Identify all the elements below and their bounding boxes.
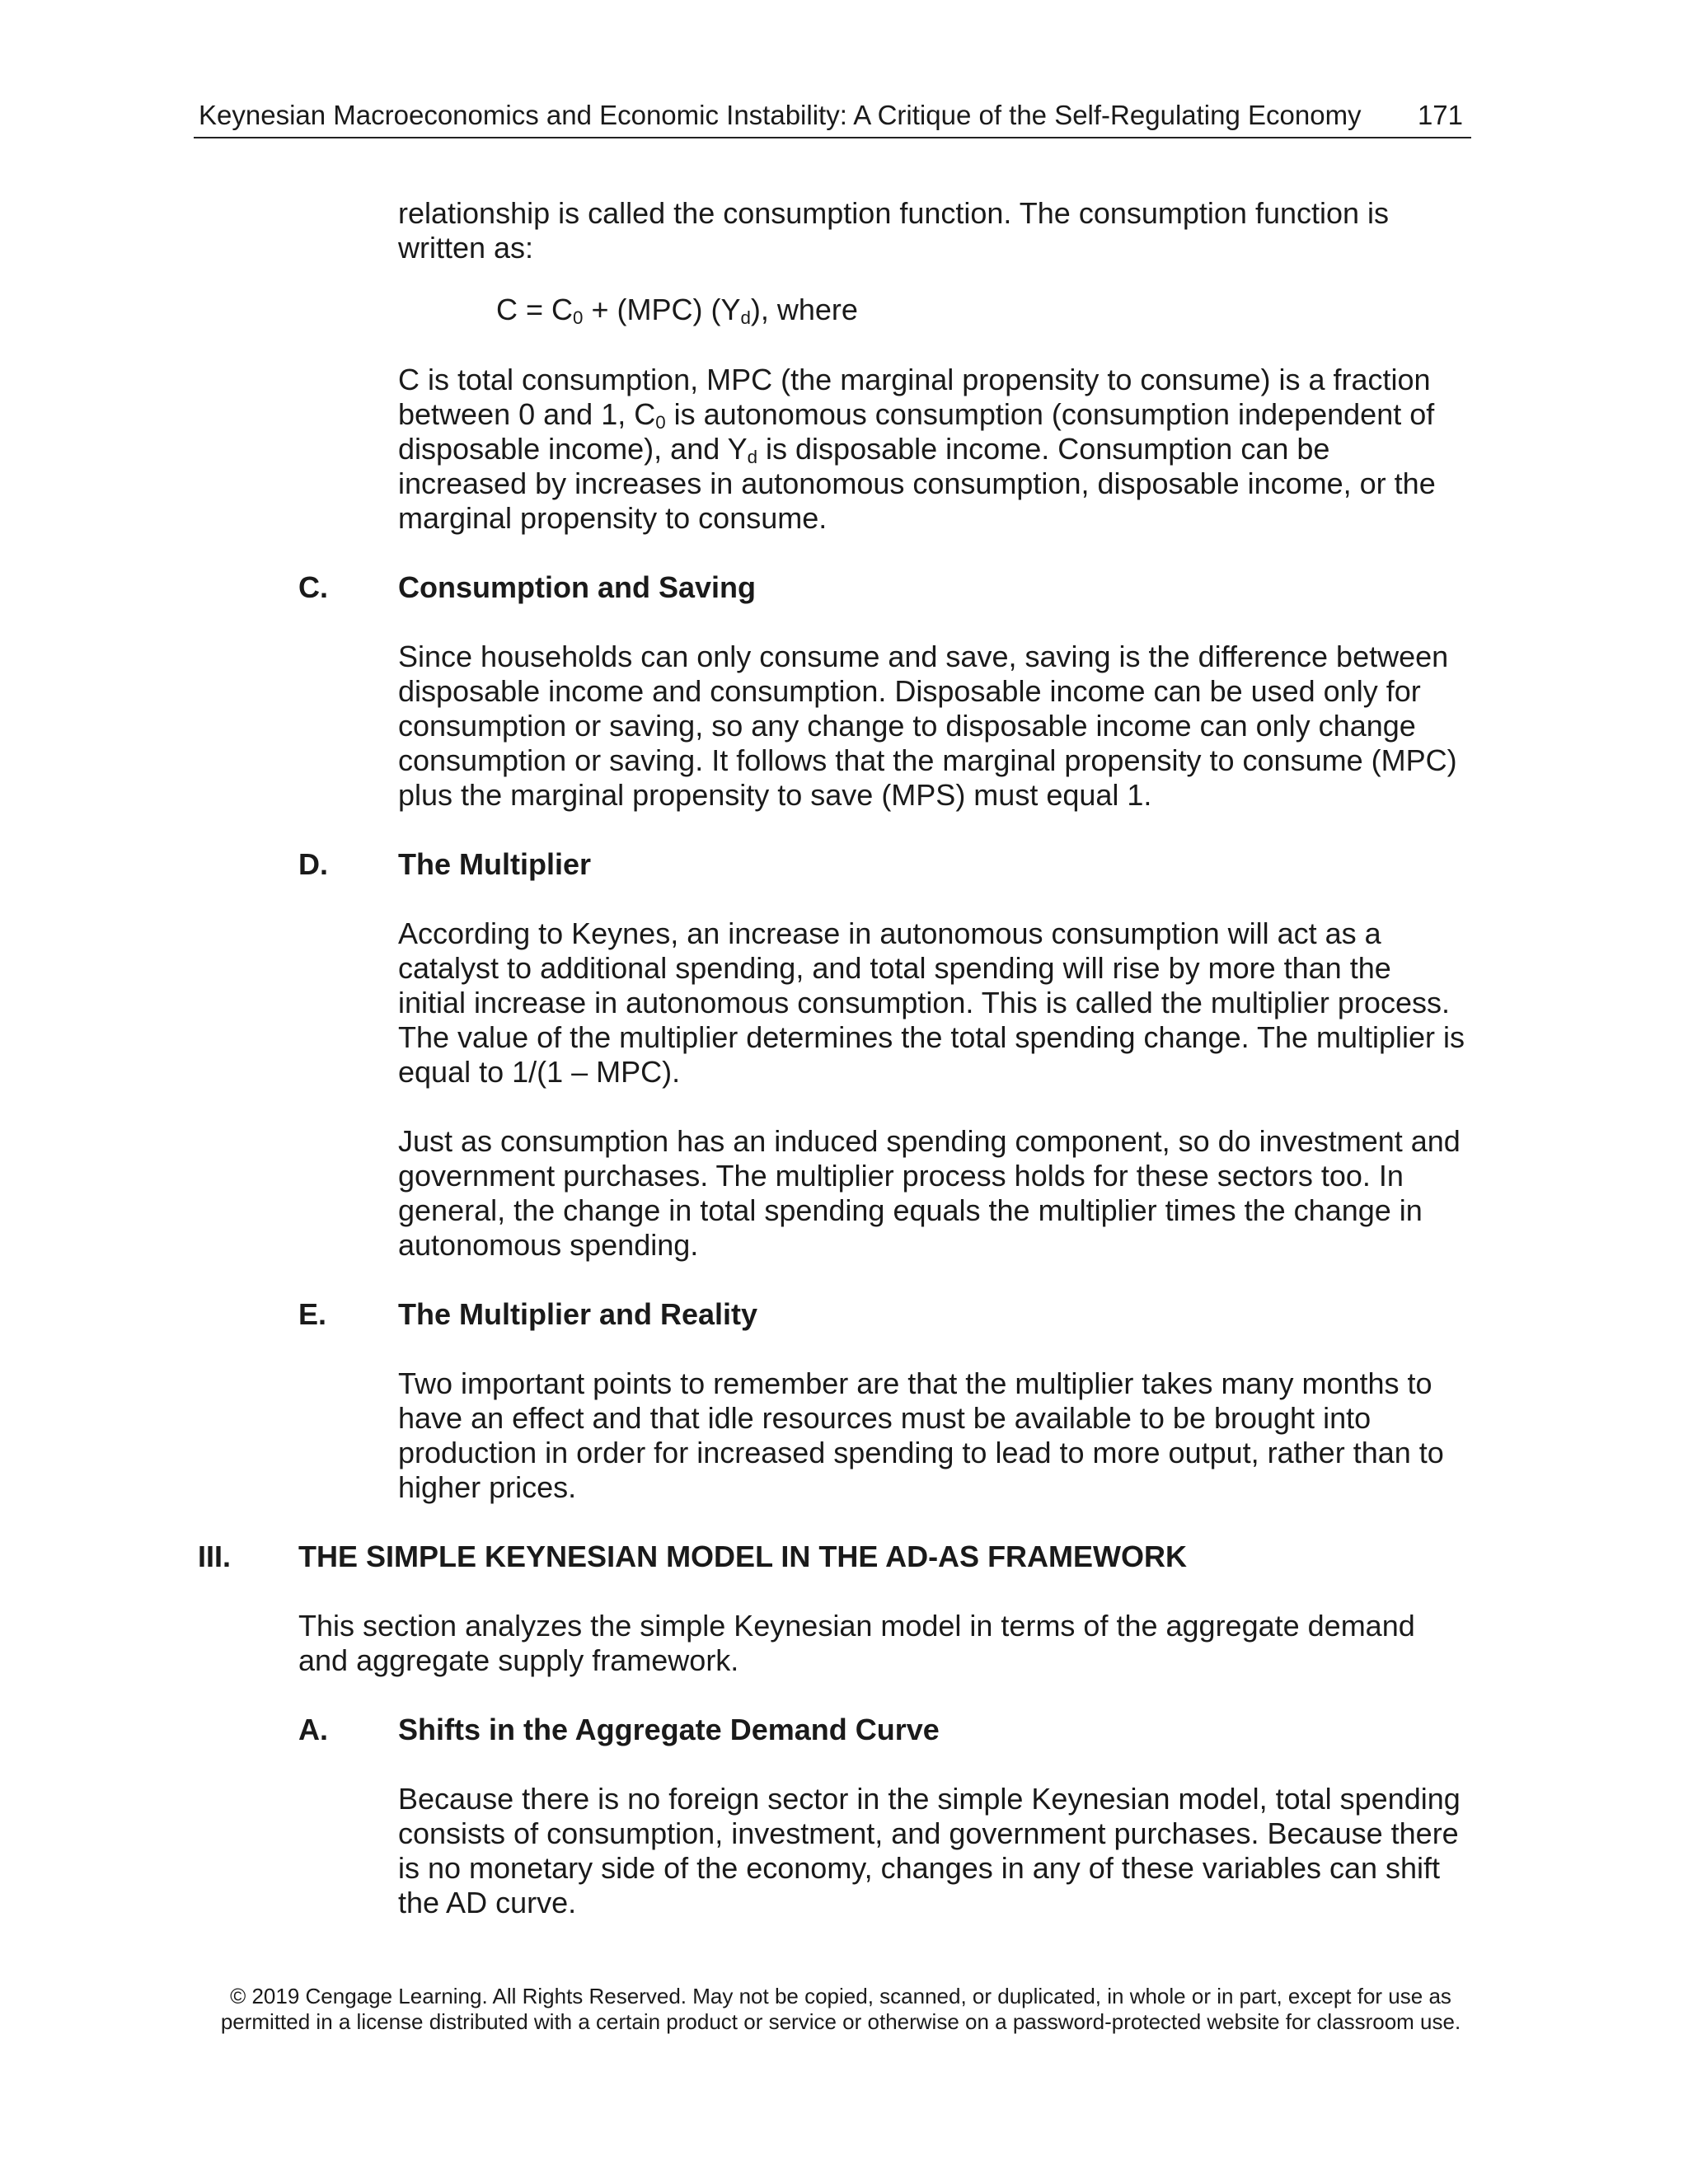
- section-a-title: Shifts in the Aggregate Demand Curve: [398, 1713, 940, 1746]
- section-e-paragraph: Two important points to remember are that the multiplier takes many months to have an effect and that idle resources must be available to be brought into production in order for increased spending to lead to more output, rather than to higher prices.: [398, 1366, 1444, 1504]
- section-c-letter: C.: [298, 570, 328, 604]
- consumption-equation: [496, 293, 1238, 327]
- definition-part-3: is disposable income. Consumption can be increased by increases in autonomous consumption, disposable income, or the marginal propensity to consume.: [398, 432, 1436, 535]
- section-a-paragraph: Because there is no foreign sector in the simple Keynesian model, total spending consists of consumption, investment, and government purchases. Because there is no monetary side of the economy, changes in any of these variables can shift the AD curve.: [398, 1782, 1461, 1919]
- section-d-letter: D.: [298, 847, 328, 881]
- equation-mid: + (MPC) (Y: [583, 293, 741, 326]
- definition-subscript-2: d: [747, 446, 758, 467]
- equation-c: C = C: [496, 293, 574, 326]
- section-iii-numeral: III.: [198, 1540, 232, 1573]
- equation-tail: ), where: [750, 293, 858, 326]
- section-a-letter: A.: [298, 1713, 328, 1746]
- intro-paragraph: relationship is called the consumption function. The consumption function is written as:: [398, 196, 1390, 265]
- page-number: 171: [1417, 100, 1463, 130]
- definition-part-1: C is total consumption, MPC (the marginal propensity to consume) is a fraction between 0 and 1, C: [398, 363, 1431, 431]
- copyright-footer: © 2019 Cengage Learning. All Rights Reserved. May not be copied, scanned, or duplicated, in whole or in part, except for use as permitted in a license distributed with a certain product or service or otherwise on a password-protected website for classroom use.: [220, 1984, 1461, 2034]
- definition-part-2: is autonomous consumption (consumption independent of disposable income), and Y: [398, 397, 1435, 466]
- running-header: [194, 97, 1471, 138]
- equation-y-subscript: d: [740, 307, 751, 328]
- section-c-title: Consumption and Saving: [398, 570, 757, 604]
- section-d-paragraph-1: According to Keynes, an increase in autonomous consumption will act as a catalyst to additional spending, and total spending will rise by more than the initial increase in autonomous consumption. This is called the multiplier process. The value of the multiplier determines the total spending change. The multiplier is equal to 1/(1 – MPC).: [398, 916, 1465, 1089]
- section-d-paragraph-2: Just as consumption has an induced spending component, so do investment and government purchases. The multiplier process holds for these sectors too. In general, the change in total spending equals the multiplier times the change in autonomous spending.: [398, 1124, 1461, 1262]
- definition-subscript-1: 0: [655, 411, 666, 433]
- section-e-title: The Multiplier and Reality: [398, 1297, 758, 1331]
- definition-paragraph: [398, 363, 1494, 536]
- section-iii-paragraph: This section analyzes the simple Keynesian model in terms of the aggregate demand and aggregate supply framework.: [298, 1609, 1415, 1677]
- section-c-paragraph: Since households can only consume and save, saving is the difference between disposable income and consumption. Disposable income can be used only for consumption or saving, so any change to disposable income can only change consumption or saving. It follows that the marginal propensity to consume (MPC) plus the marginal propensity to save (MPS) must equal 1.: [398, 640, 1457, 812]
- running-title: Keynesian Macroeconomics and Economic Instability: A Critique of the Self-Regulating Economy: [199, 100, 1362, 130]
- equation-c-subscript: 0: [573, 307, 584, 328]
- section-e-letter: E.: [298, 1297, 327, 1331]
- section-iii-title: THE SIMPLE KEYNESIAN MODEL IN THE AD-AS FRAMEWORK: [298, 1540, 1188, 1573]
- section-d-title: The Multiplier: [398, 847, 591, 881]
